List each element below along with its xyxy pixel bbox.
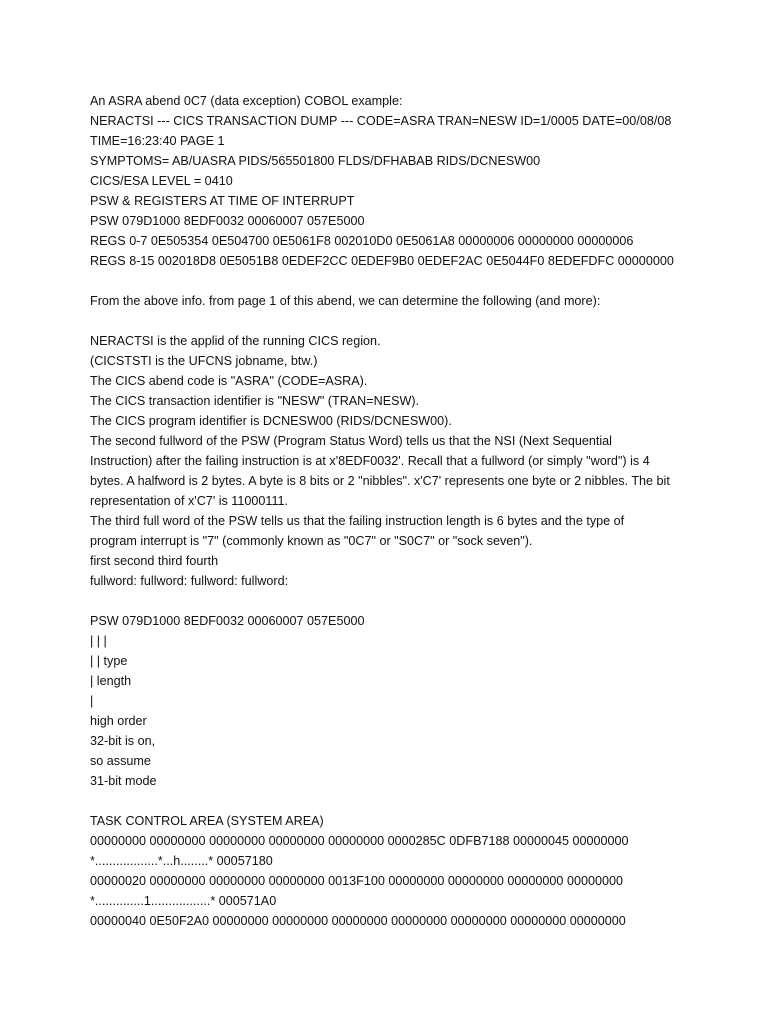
blank-line <box>90 791 740 811</box>
diagram-line: | length <box>90 674 132 688</box>
text-line: bytes. A halfword is 2 bytes. A byte is 8 bits or 2 "nibbles". x'C7' represents one byte or 2 nibbles. The bit <box>90 474 670 488</box>
diagram-line: so assume <box>90 754 151 768</box>
psw-line: PSW 079D1000 8EDF0032 00060007 057E5000 <box>90 214 365 228</box>
text-line: The second fullword of the PSW (Program Status Word) tells us that the NSI (Next Sequential <box>90 434 612 448</box>
document-page <box>90 91 740 931</box>
psw-registers-heading: PSW & REGISTERS AT TIME OF INTERRUPT <box>90 194 355 208</box>
heading-line: An ASRA abend 0C7 (data exception) COBOL example: <box>90 94 403 108</box>
text-line: The CICS abend code is "ASRA" (CODE=ASRA). <box>90 374 368 388</box>
hex-dump-line: 00000020 00000000 00000000 00000000 0013F100 00000000 00000000 00000000 00000000 <box>90 874 623 888</box>
task-control-area-heading: TASK CONTROL AREA (SYSTEM AREA) <box>90 814 324 828</box>
blank-line <box>90 591 740 611</box>
diagram-line: 31-bit mode <box>90 774 157 788</box>
intro-paragraph-line: From the above info. from page 1 of this abend, we can determine the following (and more): <box>90 294 601 308</box>
diagram-line: | | type <box>90 654 128 668</box>
text-line: Instruction) after the failing instruction is at x'8EDF0032'. Recall that a fullword (or simply "word") is 4 <box>90 454 650 468</box>
hex-dump-line: 00000000 00000000 00000000 00000000 00000000 0000285C 0DFB7188 00000045 00000000 <box>90 834 629 848</box>
diagram-line: 32-bit is on, <box>90 734 156 748</box>
text-line: The third full word of the PSW tells us that the failing instruction length is 6 bytes and the type of <box>90 514 625 528</box>
diagram-line: | <box>90 694 94 708</box>
text-line: first second third fourth <box>90 554 219 568</box>
diagram-line: | | | <box>90 634 107 648</box>
text-line: The CICS transaction identifier is "NESW" (TRAN=NESW). <box>90 394 420 408</box>
text-line: representation of x'C7' is 11000111. <box>90 494 289 508</box>
hex-dump-line: 00000040 0E50F2A0 00000000 00000000 00000000 00000000 00000000 00000000 00000000 <box>90 914 626 928</box>
hex-dump-line: *..................*...h........* 00057180 <box>90 854 273 868</box>
hex-dump-line: *..............1.................* 000571A0 <box>90 894 277 908</box>
cics-level-line: CICS/ESA LEVEL = 0410 <box>90 174 233 188</box>
text-line: The CICS program identifier is DCNESW00 (RIDS/DCNESW00). <box>90 414 452 428</box>
psw-line: PSW 079D1000 8EDF0032 00060007 057E5000 <box>90 614 365 628</box>
dump-time-line: TIME=16:23:40 PAGE 1 <box>90 134 225 148</box>
diagram-line: high order <box>90 714 147 728</box>
dump-header-line: NERACTSI --- CICS TRANSACTION DUMP --- CODE=ASRA TRAN=NESW ID=1/0005 DATE=00/08/08 <box>90 114 672 128</box>
blank-line <box>90 271 740 291</box>
text-line: NERACTSI is the applid of the running CICS region. <box>90 334 381 348</box>
symptoms-line: SYMPTOMS= AB/UASRA PIDS/565501800 FLDS/DFHABAB RIDS/DCNESW00 <box>90 154 541 168</box>
blank-line <box>90 311 740 331</box>
regs-8-15-line: REGS 8-15 002018D8 0E5051B8 0EDEF2CC 0EDEF9B0 0EDEF2AC 0E5044F0 8EDEFDFC 00000000 <box>90 254 674 268</box>
text-line: fullword: fullword: fullword: fullword: <box>90 574 289 588</box>
regs-0-7-line: REGS 0-7 0E505354 0E504700 0E5061F8 002010D0 0E5061A8 00000006 00000000 00000006 <box>90 234 634 248</box>
text-line: (CICSTSTI is the UFCNS jobname, btw.) <box>90 354 318 368</box>
text-line: program interrupt is "7" (commonly known as "0C7" or "S0C7" or "sock seven"). <box>90 534 533 548</box>
